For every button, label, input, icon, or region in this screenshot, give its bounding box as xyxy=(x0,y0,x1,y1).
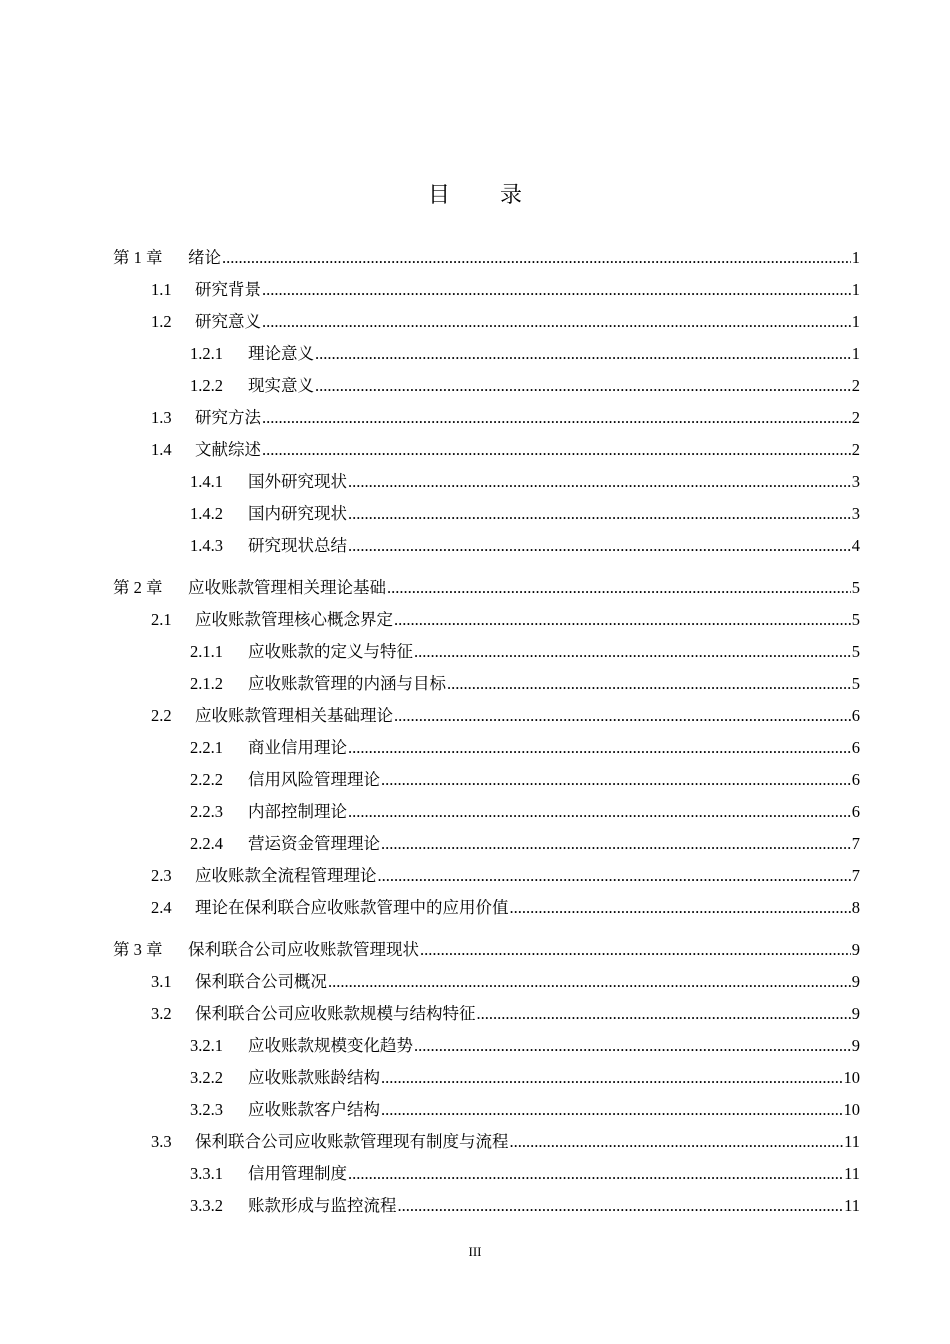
toc-entry-page: 9 xyxy=(851,972,860,991)
title-char-2: 录 xyxy=(500,183,523,208)
toc-entry-page: 1 xyxy=(851,312,860,331)
toc-chapter-entry[interactable] xyxy=(113,242,860,274)
toc-entry-number: 1.2.2 xyxy=(190,376,223,395)
toc-entry-page: 10 xyxy=(843,1068,860,1087)
toc-entry-number: 1.2.1 xyxy=(190,344,223,363)
toc-entry-number: 2.2.3 xyxy=(190,802,223,821)
toc-entry-page: 1 xyxy=(851,280,860,299)
toc-section-entry[interactable] xyxy=(113,1094,860,1126)
toc-dot-leader xyxy=(447,668,851,700)
toc-section-entry[interactable] xyxy=(113,530,860,562)
toc-entry-number: 1.4 xyxy=(151,440,172,459)
toc-entry-number: 1.1 xyxy=(151,280,172,299)
toc-dot-leader xyxy=(510,1126,844,1158)
toc-dot-leader xyxy=(398,1190,844,1222)
toc-entry-title: 应收账款的定义与特征 xyxy=(248,642,413,661)
table-of-contents xyxy=(113,242,860,1222)
toc-entry-title: 保利联合公司应收账款管理现有制度与流程 xyxy=(195,1132,509,1151)
toc-dot-leader xyxy=(381,1062,843,1094)
toc-dot-leader xyxy=(348,796,851,828)
toc-section-entry[interactable] xyxy=(113,732,860,764)
toc-entry-number: 第 3 章 xyxy=(113,940,163,959)
toc-entry-number: 3.2.3 xyxy=(190,1100,223,1119)
toc-entry-page: 10 xyxy=(843,1100,860,1119)
toc-dot-leader xyxy=(348,498,851,530)
toc-entry-page: 2 xyxy=(851,440,860,459)
toc-entry-page: 5 xyxy=(851,610,860,629)
toc-entry-title: 保利联合公司概况 xyxy=(195,972,327,991)
toc-entry-title: 保利联合公司应收账款管理现状 xyxy=(188,940,419,959)
toc-entry-page: 1 xyxy=(851,248,860,267)
toc-section-entry[interactable] xyxy=(113,828,860,860)
toc-entry-title: 内部控制理论 xyxy=(248,802,347,821)
toc-entry-page: 3 xyxy=(851,472,860,491)
toc-section-entry[interactable] xyxy=(113,668,860,700)
toc-entry-page: 3 xyxy=(851,504,860,523)
toc-entry-number: 3.2 xyxy=(151,1004,172,1023)
toc-dot-leader xyxy=(348,732,851,764)
toc-entry-number: 3.1 xyxy=(151,972,172,991)
toc-section-entry[interactable] xyxy=(113,998,860,1030)
toc-entry-title: 国外研究现状 xyxy=(248,472,347,491)
toc-entry-number: 2.2.2 xyxy=(190,770,223,789)
toc-section-entry[interactable] xyxy=(113,370,860,402)
toc-entry-number: 1.2 xyxy=(151,312,172,331)
toc-entry-title: 信用管理制度 xyxy=(248,1164,347,1183)
toc-entry-page: 5 xyxy=(851,578,860,597)
toc-entry-page: 2 xyxy=(851,408,860,427)
toc-entry-number: 3.3 xyxy=(151,1132,172,1151)
toc-dot-leader xyxy=(262,434,851,466)
toc-dot-leader xyxy=(414,1030,851,1062)
toc-dot-leader xyxy=(420,934,851,966)
toc-entry-number: 2.2 xyxy=(151,706,172,725)
toc-dot-leader xyxy=(387,572,851,604)
toc-dot-leader xyxy=(348,530,851,562)
toc-entry-number: 2.4 xyxy=(151,898,172,917)
toc-entry-page: 7 xyxy=(851,834,860,853)
toc-section-entry[interactable] xyxy=(113,466,860,498)
toc-dot-leader xyxy=(262,402,851,434)
toc-entry-title: 应收账款管理的内涵与目标 xyxy=(248,674,446,693)
toc-entry-page: 5 xyxy=(851,642,860,661)
toc-entry-title: 账款形成与监控流程 xyxy=(248,1196,397,1215)
toc-dot-leader xyxy=(394,604,851,636)
toc-entry-number: 3.2.1 xyxy=(190,1036,223,1055)
toc-entry-title: 应收账款账龄结构 xyxy=(248,1068,380,1087)
toc-section-entry[interactable] xyxy=(113,892,860,924)
toc-entry-number: 2.1.1 xyxy=(190,642,223,661)
toc-entry-page: 9 xyxy=(851,1036,860,1055)
toc-entry-title: 现实意义 xyxy=(248,376,314,395)
toc-entry-page: 6 xyxy=(851,706,860,725)
toc-entry-title: 研究背景 xyxy=(195,280,261,299)
toc-entry-title: 理论在保利联合应收账款管理中的应用价值 xyxy=(195,898,509,917)
toc-dot-leader xyxy=(222,242,851,274)
toc-entry-number: 1.4.1 xyxy=(190,472,223,491)
toc-entry-page: 8 xyxy=(851,898,860,917)
toc-dot-leader xyxy=(348,466,851,498)
toc-dot-leader xyxy=(262,306,851,338)
toc-entry-page: 11 xyxy=(844,1164,860,1183)
toc-section-entry[interactable] xyxy=(113,604,860,636)
toc-section-entry[interactable] xyxy=(113,306,860,338)
toc-entry-number: 2.1.2 xyxy=(190,674,223,693)
toc-entry-number: 1.3 xyxy=(151,408,172,427)
toc-entry-number: 第 1 章 xyxy=(113,248,163,267)
page-number-footer: III xyxy=(468,1244,482,1259)
toc-section-entry[interactable] xyxy=(113,498,860,530)
toc-dot-leader xyxy=(315,338,851,370)
toc-entry-title: 应收账款规模变化趋势 xyxy=(248,1036,413,1055)
toc-entry-title: 绪论 xyxy=(188,248,221,267)
toc-section-entry[interactable] xyxy=(113,1158,860,1190)
toc-section-entry[interactable] xyxy=(113,338,860,370)
toc-entry-title: 应收账款全流程管理理论 xyxy=(195,866,377,885)
toc-entry-title: 营运资金管理理论 xyxy=(248,834,380,853)
toc-dot-leader xyxy=(378,860,851,892)
toc-entry-page: 2 xyxy=(851,376,860,395)
toc-entry-title: 文献综述 xyxy=(195,440,261,459)
toc-entry-page: 11 xyxy=(844,1132,860,1151)
toc-entry-page: 9 xyxy=(851,940,860,959)
toc-entry-title: 保利联合公司应收账款规模与结构特征 xyxy=(195,1004,476,1023)
toc-section-entry[interactable] xyxy=(113,434,860,466)
toc-entry-title: 商业信用理论 xyxy=(248,738,347,757)
toc-entry-number: 3.3.2 xyxy=(190,1196,223,1215)
toc-section-entry[interactable] xyxy=(113,1126,860,1158)
toc-entry-number: 2.2.1 xyxy=(190,738,223,757)
toc-dot-leader xyxy=(381,828,851,860)
toc-chapter-entry[interactable] xyxy=(113,934,860,966)
toc-entry-page: 6 xyxy=(851,770,860,789)
toc-dot-leader xyxy=(262,274,851,306)
toc-entry-title: 研究方法 xyxy=(195,408,261,427)
toc-entry-title: 信用风险管理理论 xyxy=(248,770,380,789)
toc-dot-leader xyxy=(381,764,851,796)
toc-entry-page: 4 xyxy=(851,536,860,555)
toc-entry-number: 1.4.3 xyxy=(190,536,223,555)
toc-dot-leader xyxy=(477,998,851,1030)
toc-section-entry[interactable] xyxy=(113,1062,860,1094)
page-title xyxy=(0,178,950,209)
toc-entry-title: 国内研究现状 xyxy=(248,504,347,523)
toc-entry-page: 6 xyxy=(851,802,860,821)
toc-section-entry[interactable] xyxy=(113,966,860,998)
toc-section-entry[interactable] xyxy=(113,700,860,732)
toc-entry-number: 1.4.2 xyxy=(190,504,223,523)
toc-dot-leader xyxy=(315,370,851,402)
toc-dot-leader xyxy=(394,700,851,732)
toc-entry-page: 1 xyxy=(851,344,860,363)
toc-section-entry[interactable] xyxy=(113,796,860,828)
toc-entry-page: 9 xyxy=(851,1004,860,1023)
toc-entry-page: 5 xyxy=(851,674,860,693)
toc-section-entry[interactable] xyxy=(113,636,860,668)
toc-entry-number: 第 2 章 xyxy=(113,578,163,597)
toc-entry-number: 3.2.2 xyxy=(190,1068,223,1087)
toc-section-entry[interactable] xyxy=(113,764,860,796)
toc-dot-leader xyxy=(348,1158,843,1190)
toc-entry-title: 应收账款管理相关理论基础 xyxy=(188,578,386,597)
toc-dot-leader xyxy=(381,1094,843,1126)
toc-section-entry[interactable] xyxy=(113,860,860,892)
toc-entry-number: 2.2.4 xyxy=(190,834,223,853)
toc-section-entry[interactable] xyxy=(113,402,860,434)
toc-entry-page: 6 xyxy=(851,738,860,757)
toc-entry-page: 11 xyxy=(844,1196,860,1215)
toc-entry-number: 2.1 xyxy=(151,610,172,629)
toc-entry-number: 3.3.1 xyxy=(190,1164,223,1183)
toc-entry-title: 理论意义 xyxy=(248,344,314,363)
toc-dot-leader xyxy=(414,636,851,668)
toc-section-entry[interactable] xyxy=(113,1030,860,1062)
toc-entry-title: 研究现状总结 xyxy=(248,536,347,555)
toc-section-entry[interactable] xyxy=(113,1190,860,1222)
toc-chapter-entry[interactable] xyxy=(113,572,860,604)
toc-dot-leader xyxy=(328,966,851,998)
toc-entry-title: 应收账款管理相关基础理论 xyxy=(195,706,393,725)
toc-entry-title: 研究意义 xyxy=(195,312,261,331)
toc-entry-title: 应收账款客户结构 xyxy=(248,1100,380,1119)
toc-entry-page: 7 xyxy=(851,866,860,885)
toc-dot-leader xyxy=(510,892,851,924)
title-char-1: 目 xyxy=(427,183,450,208)
toc-entry-title: 应收账款管理核心概念界定 xyxy=(195,610,393,629)
toc-section-entry[interactable] xyxy=(113,274,860,306)
toc-entry-number: 2.3 xyxy=(151,866,172,885)
